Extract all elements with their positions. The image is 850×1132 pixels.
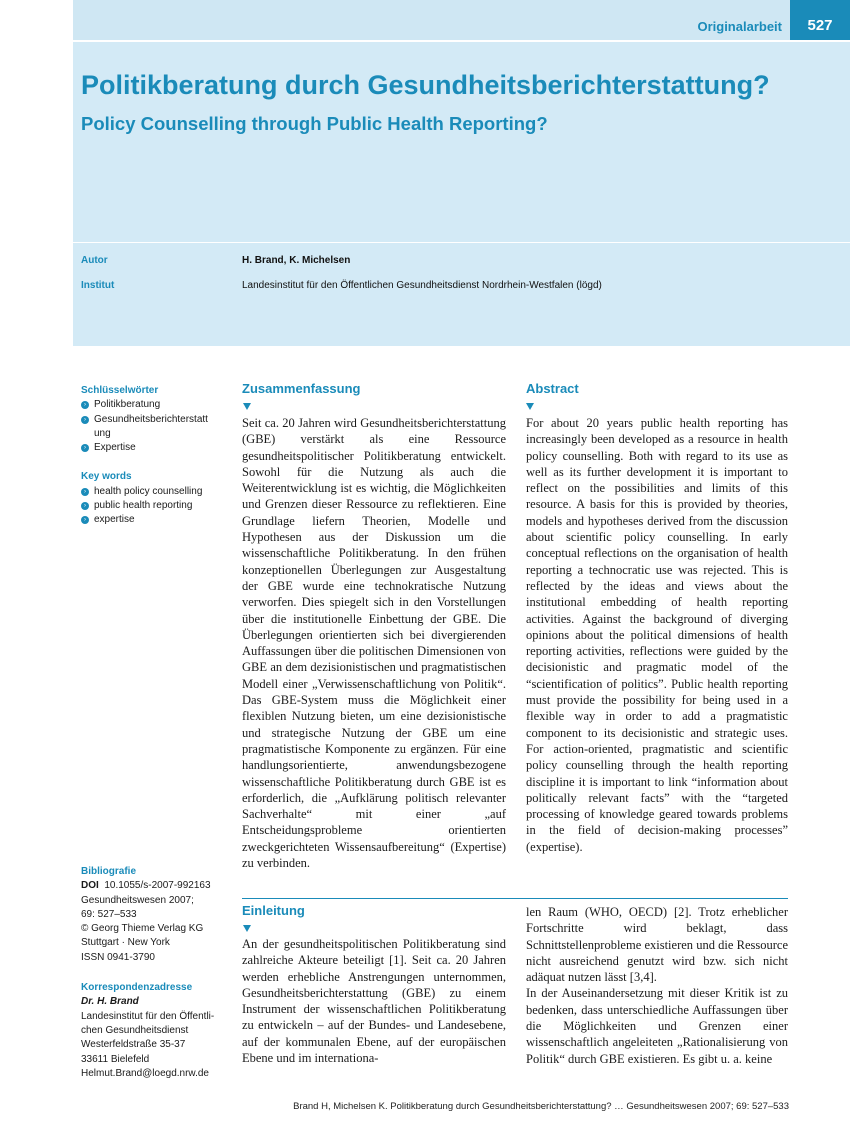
abstract-en-heading: Abstract <box>526 381 579 396</box>
page-footer: Brand H, Michelsen K. Politikberatung durch Gesundheitsberichterstattung? … Gesundheitswesen 2007; 69: 527–533 <box>293 1101 789 1112</box>
issn: ISSN 0941-3790 <box>81 951 155 963</box>
triangle-down-icon <box>243 925 251 932</box>
keywords-de-label: Schlüsselwörter <box>81 385 159 396</box>
intro-col1: An der gesundheitspolitischen Politikberatung sind zahlreiche Akteure beteiligt [1]. Seit ca. 20 Jahren werden erhebliche Anstrengungen unternommen, Gesundheitsberichterstattung (GBE) zu einem Instrument der wissenschaftlichen Politikberatung zu entwickeln – auf der Bundes- und Landesebene, auf der kommunalen Ebene, auf der europäischen Ebene und im internationa- <box>242 937 506 1066</box>
keyword-item: › Politikberatung <box>81 398 231 412</box>
abstract-en-text: For about 20 years public health reporting has increasingly been developed as a resource in health policy counselling. Both with regard to its use as well as its further development it is important to reflect on the possibilities and limits of this resource. A basis for this is provided by theories, models and hypotheses derived from the discussion about scientific policy counselling. In early conceptual reflections on the organisation of health reporting a technocratic use was rejected. This is reflected by the ideas and views about the institutional embedding of health reporting activities. Against the background of diverging opinions about the political dimensions of health reporting activities, reflections were guided by the decisionistic and pragmatic model of the “scientification of politics”. Public health reporting must provide the possibility for being used in a flexible way in order to add a pragmatistic component to its decisionistic and strategic uses. For action-oriented, pragmatistic and scientific policy counselling through the health reporting discipline it is important to link “information about politically relevant facts” with the “targeted processing of knowledge geared towards problems in the field of decision-making processes” (expertise). <box>526 416 788 854</box>
correspondence-name: Dr. H. Brand <box>81 996 139 1008</box>
article-title: Politikberatung durch Gesundheitsberichterstattung? <box>81 70 770 100</box>
page-number: 527 <box>790 0 850 40</box>
keyword-item: › Expertise <box>81 441 231 455</box>
section-divider <box>242 898 788 899</box>
institute-label: Institut <box>81 280 115 291</box>
keyword-item: › Gesundheitsberichterstattung <box>81 413 212 442</box>
correspondence-email[interactable]: Helmut.Brand@loegd.nrw.de <box>81 1067 209 1079</box>
volume: 69: 527–533 <box>81 908 137 920</box>
chevron-right-icon: › <box>81 502 89 510</box>
section-label: Originalarbeit <box>697 19 782 34</box>
city: Stuttgart · New York <box>81 937 170 949</box>
correspondence-institute: chen Gesundheitsdienst <box>81 1024 189 1036</box>
chevron-right-icon: › <box>81 416 89 424</box>
keywords-de-list <box>81 398 231 455</box>
triangle-down-icon <box>526 403 534 410</box>
abstract-de-heading: Zusammenfassung <box>242 381 361 396</box>
top-bar <box>73 0 850 40</box>
correspondence-city: 33611 Bielefeld <box>81 1053 150 1065</box>
header-divider <box>73 242 850 243</box>
copyright: © Georg Thieme Verlag KG <box>81 923 204 935</box>
doi: DOI 10.1055/s-2007-992163 <box>81 880 211 892</box>
keyword-item: › public health reporting <box>81 499 231 513</box>
keywords-panel <box>81 384 231 528</box>
chevron-right-icon: › <box>81 444 89 452</box>
bibliography-panel <box>81 865 231 1081</box>
chevron-right-icon: › <box>81 488 89 496</box>
keyword-item: › health policy counselling <box>81 485 231 499</box>
journal: Gesundheitswesen 2007; <box>81 894 194 906</box>
institute: Landesinstitut für den Öffentlichen Gesundheitsdienst Nordrhein-Westfalen (lögd) <box>242 280 602 291</box>
keyword-item: › expertise <box>81 513 231 527</box>
correspondence-street: Westerfeldstraße 35-37 <box>81 1039 186 1051</box>
correspondence-institute: Landesinstitut für den Öffentli- <box>81 1010 215 1022</box>
bibliography-label: Bibliografie <box>81 866 137 877</box>
keywords-en-label: Key words <box>81 471 132 483</box>
chevron-right-icon: › <box>81 401 89 409</box>
intro-paragraph: In der Auseinandersetzung mit dieser Kritik ist zu bedenken, dass unterschiedliche Auffassungen über die Möglichkeiten und Grenzen einer wissenschaftlich angeleiteten „Rationalisierung von Politik“ durch GBE existieren. Es gibt u. a. keine <box>526 986 788 1066</box>
intro-heading: Einleitung <box>242 903 305 918</box>
intro-paragraph: len Raum (WHO, OECD) [2]. Trotz erheblicher Fortschritte wird beklagt, dass Schnittstellenprobleme existieren und die Ressource nicht ausreichend genutzt wird bzw. sich nicht adäquat nutzen lässt [3,4]. <box>526 905 788 985</box>
authors: H. Brand, K. Michelsen <box>242 255 351 266</box>
chevron-right-icon: › <box>81 516 89 524</box>
triangle-down-icon <box>243 403 251 410</box>
author-label: Autor <box>81 255 108 266</box>
intro-col2 <box>526 904 788 1067</box>
correspondence-label: Korrespondenzadresse <box>81 982 193 994</box>
abstract-de-text: Seit ca. 20 Jahren wird Gesundheitsberichterstattung (GBE) verstärkt als eine Ressource gesundheitspolitischer Politikberatung entwickelt. Sowohl für die Nutzung als auch die Weiterentwicklung ist es wichtig, die Möglichkeiten und Grenzen dieser Ressource zu reflektieren. Eine Grundlage liefern Theorien, Modelle und Hypothesen aus der Diskussion um die wissenschaftliche Politikberatung. In den frühen konzeptionellen Überlegungen zur Ausgestaltung der GBE wurde eine technokratische Nutzung verworfen. Dies spiegelt sich in den Vorstellungen über die institutionelle Einbettung der GBE. Die Überlegungen orientierten sich bei divergierenden Auffassungen über die politischen Dimensionen von GBE an dem dezisionistischen und pragmatistischen Modell einer „Verwissenschaftlichung von Politik“. Das GBE-System muss die Möglichkeit einer flexiblen Nutzung bieten, um eine dezisionistische und strategische Nutzung der GBE um eine pragmatistische Komponente zu ergänzen. Für eine handlungsorientierte, anwendungsbezogene wissenschaftliche Politikberatung durch GBE ist es erforderlich, die „Aufklärung politisch relevanter Sachverhalte“ mit einer „auf Entscheidungsprobleme orientierten zweckgerichteten Wissensaufbereitung“ (Expertise) zu verbinden. <box>242 416 506 871</box>
keywords-en-list <box>81 485 231 528</box>
article-subtitle: Policy Counselling through Public Health Reporting? <box>81 113 548 134</box>
